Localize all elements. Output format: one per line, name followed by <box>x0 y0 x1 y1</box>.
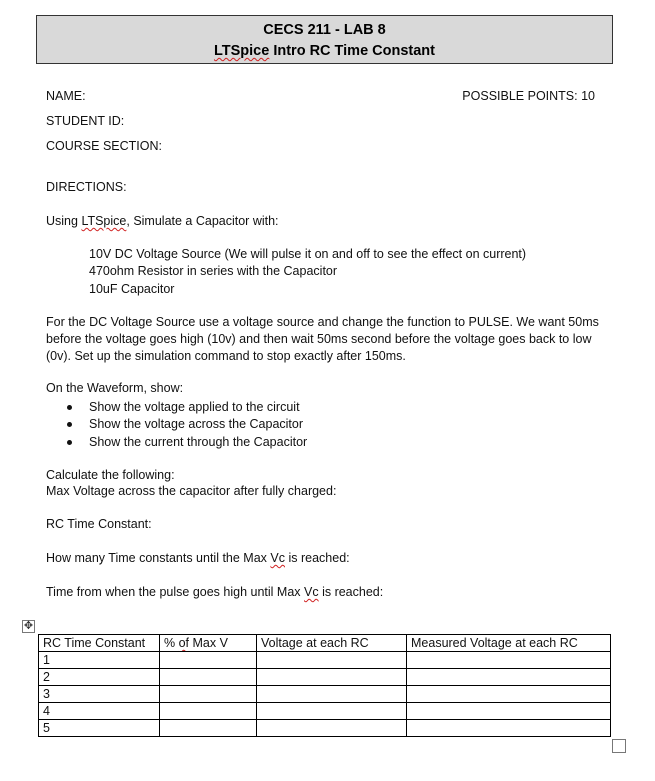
spell-flagged-word[interactable]: LTSpice <box>81 214 127 228</box>
table-row <box>39 669 611 686</box>
table-cell[interactable] <box>160 652 257 669</box>
waveform-bullet: Show the voltage across the Capacitor <box>89 417 304 431</box>
max-voltage-question: Max Voltage across the capacitor after fully charged: <box>46 484 337 498</box>
table-header-cell[interactable]: Measured Voltage at each RC <box>407 635 611 652</box>
table-cell[interactable] <box>407 652 611 669</box>
table-move-handle-icon[interactable]: ✥ <box>23 620 34 632</box>
spell-flagged-word[interactable]: Vc <box>270 551 285 565</box>
table-row <box>39 703 611 720</box>
name-field-label: NAME: <box>46 89 86 103</box>
waveform-bullet: Show the voltage applied to the circuit <box>89 400 300 414</box>
table-cell[interactable] <box>257 652 407 669</box>
intro-text-pre: Using <box>46 214 82 228</box>
table-row <box>39 652 611 669</box>
spell-flagged-word[interactable]: LTSpice <box>213 43 270 59</box>
component-capacitor: 10uF Capacitor <box>89 282 175 296</box>
table-cell[interactable] <box>407 703 611 720</box>
table-header-cell[interactable] <box>160 635 257 652</box>
table-row <box>39 720 611 737</box>
table-cell[interactable] <box>160 669 257 686</box>
table-header-cell[interactable]: Voltage at each RC <box>257 635 407 652</box>
course-section-label: COURSE SECTION: <box>46 139 162 153</box>
table-cell[interactable] <box>407 720 611 737</box>
bullet-icon <box>67 440 72 445</box>
spell-flagged-word[interactable]: of <box>178 636 190 650</box>
bullet-icon <box>67 405 72 410</box>
table-cell[interactable] <box>160 703 257 720</box>
table-cell[interactable]: 4 <box>39 703 160 720</box>
table-cell[interactable] <box>257 686 407 703</box>
table-cell[interactable] <box>160 686 257 703</box>
component-resistor: 470ohm Resistor in series with the Capacitor <box>89 264 338 278</box>
header-text: % <box>164 636 179 650</box>
table-row <box>39 686 611 703</box>
rc-table <box>38 634 611 737</box>
table-cell[interactable] <box>257 669 407 686</box>
time-constants-question <box>46 551 350 565</box>
question-text: is reached: <box>285 551 350 565</box>
intro-text-post: , Simulate a Capacitor with: <box>126 214 279 228</box>
time-to-max-question <box>46 585 383 599</box>
lab-subtitle <box>37 43 612 59</box>
question-text: Time from when the pulse goes high until Max <box>46 585 304 599</box>
lab-title: CECS 211 - LAB 8 <box>263 22 386 38</box>
directions-heading: DIRECTIONS: <box>46 180 127 194</box>
calculate-heading: Calculate the following: <box>46 468 175 482</box>
table-cell[interactable] <box>407 669 611 686</box>
subtitle-text: Intro RC Time Constant <box>269 43 435 59</box>
spell-flagged-word[interactable]: Vc <box>304 585 319 599</box>
document-title-box <box>36 15 613 64</box>
bullet-icon <box>67 422 72 427</box>
table-cell[interactable]: 3 <box>39 686 160 703</box>
table-cell[interactable]: 5 <box>39 720 160 737</box>
table-cell[interactable] <box>257 720 407 737</box>
header-text: Max V <box>189 636 228 650</box>
table-cell[interactable] <box>407 686 611 703</box>
table-cell[interactable] <box>257 703 407 720</box>
rc-constant-question: RC Time Constant: <box>46 517 152 531</box>
question-text: How many Time constants until the Max <box>46 551 271 565</box>
paragraph-line: (0v). Set up the simulation command to stop exactly after 150ms. <box>46 349 406 363</box>
table-resize-handle[interactable] <box>612 739 626 753</box>
student-id-label: STUDENT ID: <box>46 114 125 128</box>
component-voltage-source: 10V DC Voltage Source (We will pulse it on and off to see the effect on current) <box>89 247 527 261</box>
table-cell[interactable] <box>160 720 257 737</box>
table-cell[interactable]: 2 <box>39 669 160 686</box>
question-text: is reached: <box>318 585 384 599</box>
directions-intro <box>46 214 279 228</box>
waveform-heading: On the Waveform, show: <box>46 381 184 395</box>
paragraph-line: before the voltage goes high (10v) and then wait 50ms second before the voltage goes back to low <box>46 332 592 346</box>
waveform-bullet: Show the current through the Capacitor <box>89 435 308 449</box>
paragraph-line: For the DC Voltage Source use a voltage source and change the function to PULSE. We want 50ms <box>46 315 599 329</box>
table-header-cell[interactable]: RC Time Constant <box>39 635 160 652</box>
possible-points: POSSIBLE POINTS: 10 <box>462 89 595 103</box>
table-cell[interactable]: 1 <box>39 652 160 669</box>
table-header-row <box>39 635 611 652</box>
